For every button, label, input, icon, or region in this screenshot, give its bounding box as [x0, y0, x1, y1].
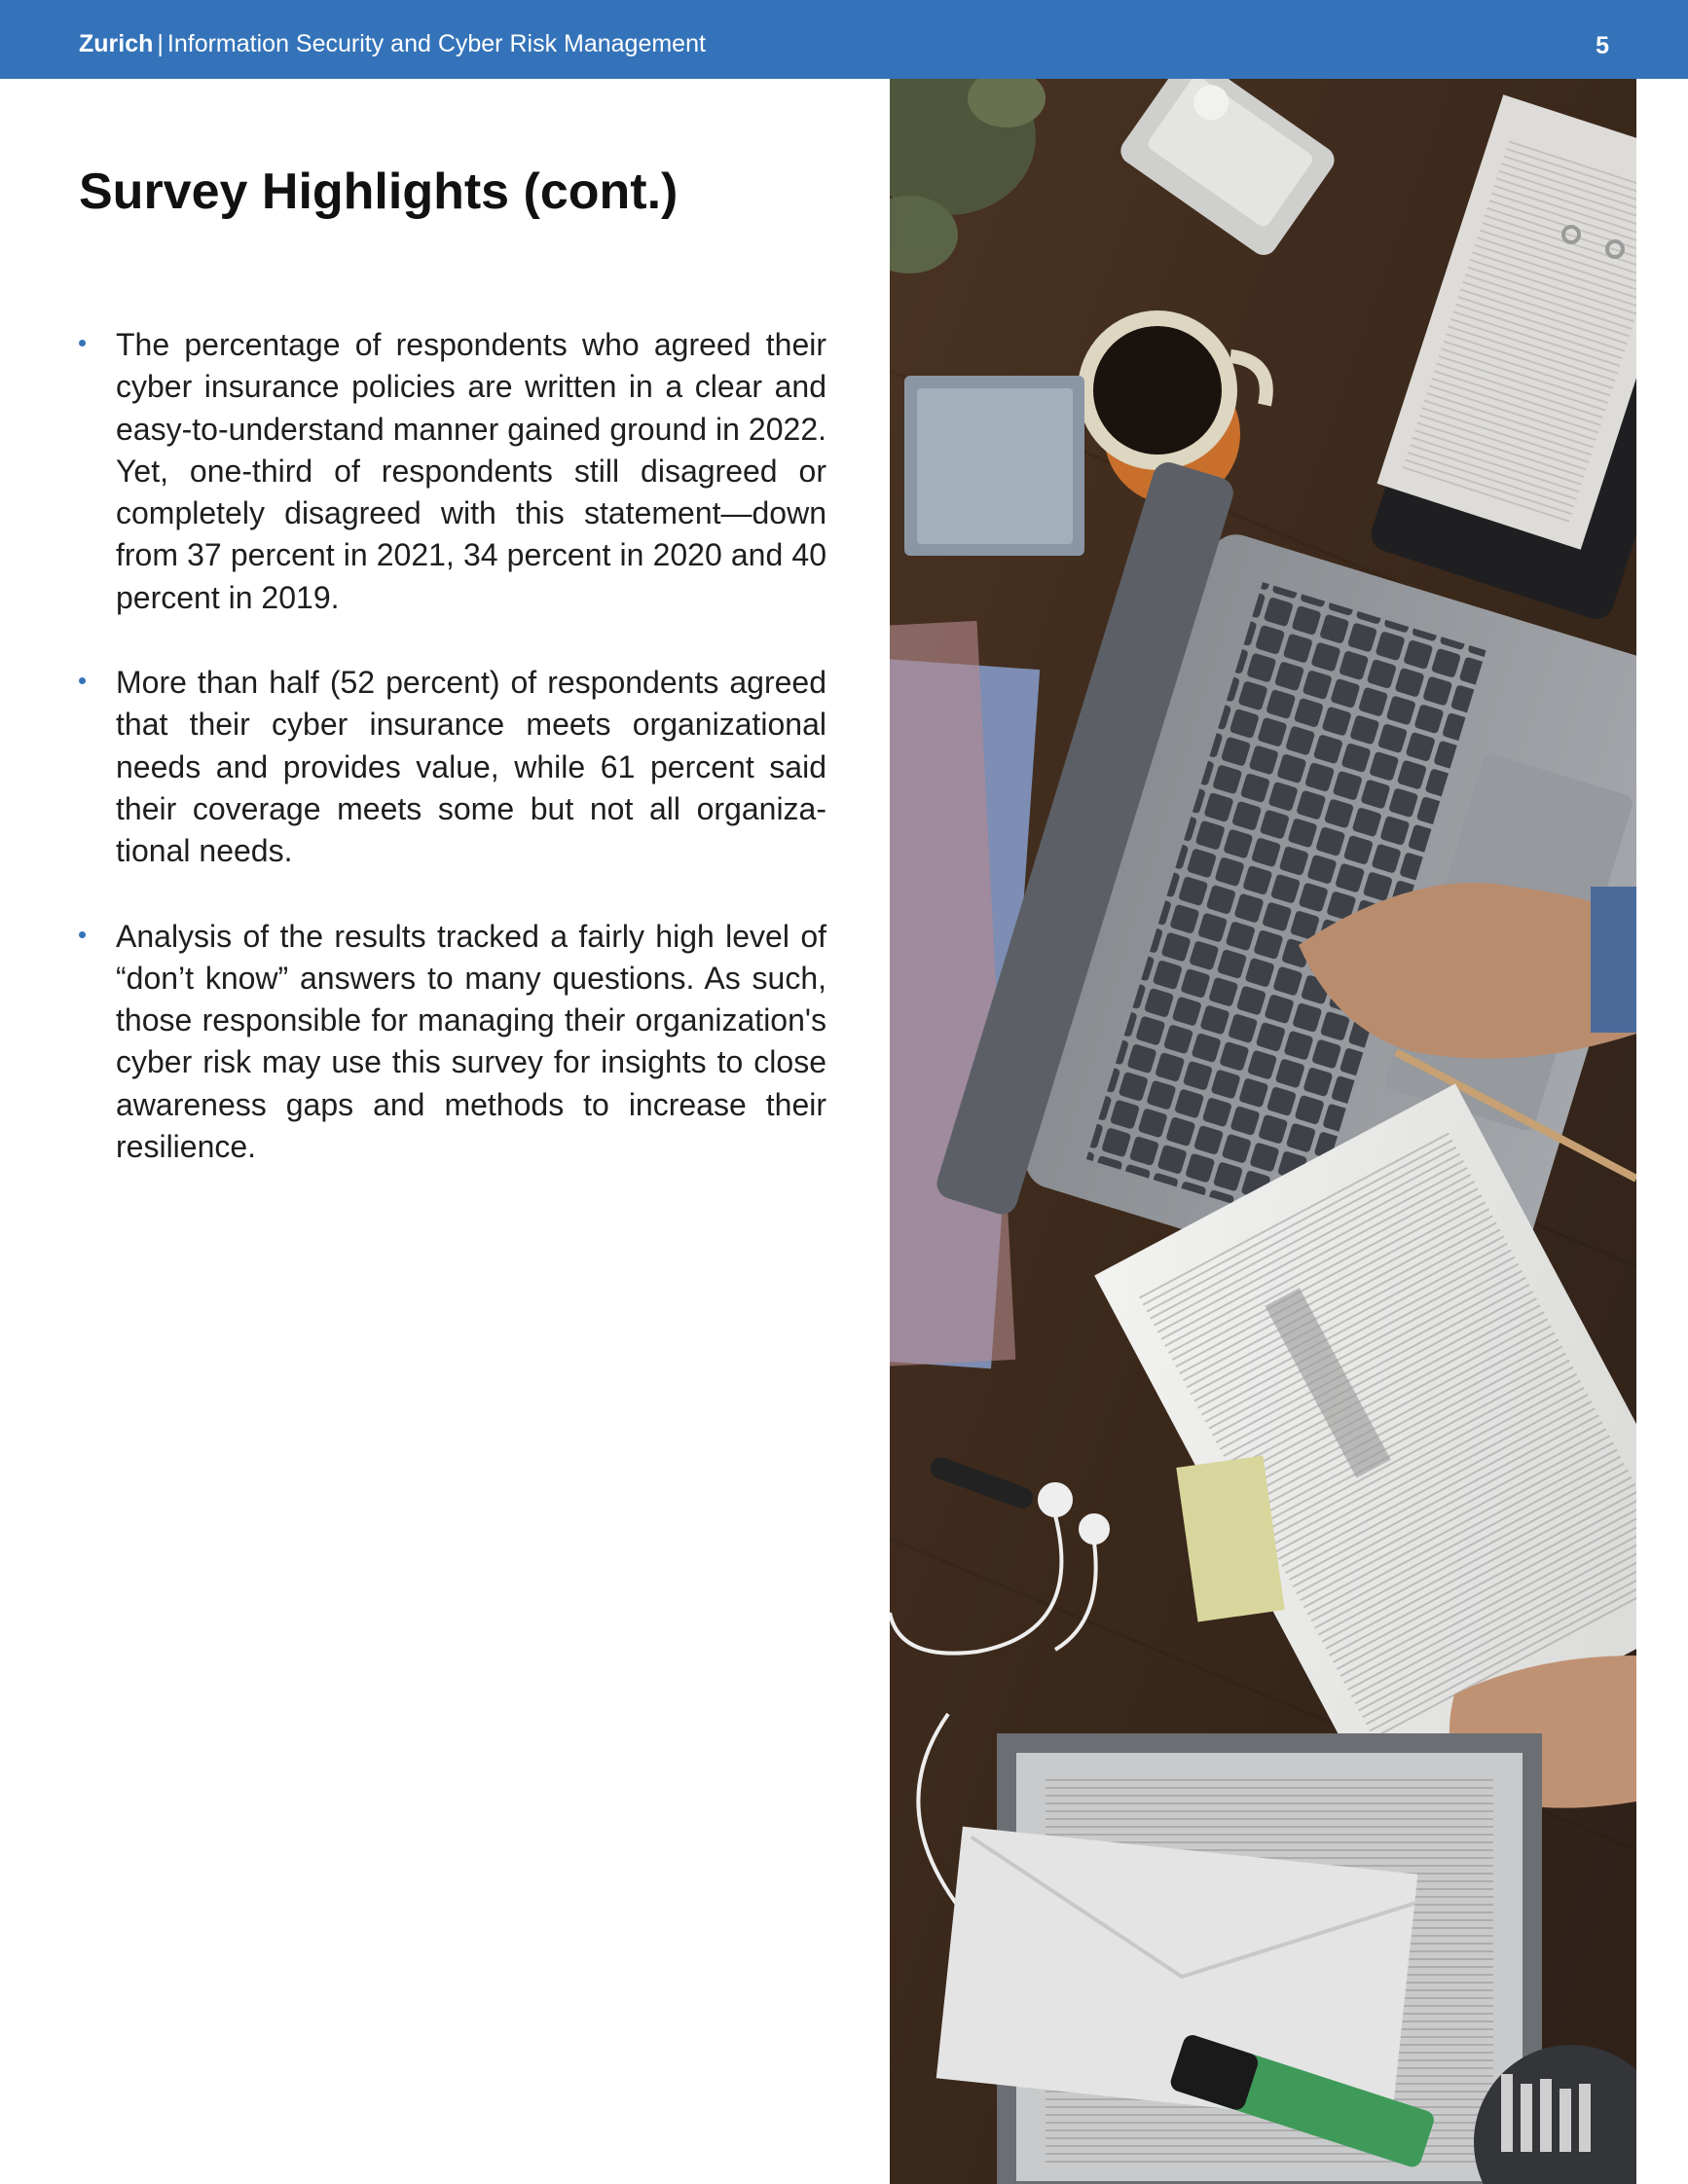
header-title [79, 26, 706, 61]
desk-photo-illustration [890, 79, 1636, 2184]
header-subtitle: Information Security and Cyber Risk Management [166, 30, 706, 57]
bullet-icon [79, 340, 86, 346]
bullet-text: Analysis of the results tracked a fairly high level of “don’t know” answers to many questions. As such, those responsible for managing their organization's cyber risk may use this survey for insights to close awareness gaps and methods to increase their resilience. [116, 918, 826, 1165]
header-separator: | [157, 30, 164, 57]
bullet-icon [79, 931, 86, 938]
list-item [79, 324, 826, 619]
brand-name: Zurich [79, 30, 154, 57]
bullet-text: More than half (52 percent) of respondents agreed that their cyber insurance meets organizational needs and provides value, while 61 percent said their coverage meets some but not all organizational needs. [116, 665, 826, 869]
list-item [79, 916, 826, 1169]
page-number: 5 [1596, 32, 1609, 59]
highlights-list [79, 324, 826, 1211]
list-item [79, 662, 826, 872]
page-title: Survey Highlights (cont.) [79, 164, 679, 220]
page-header [0, 0, 1688, 79]
bullet-icon [79, 677, 86, 684]
bullet-text: The percentage of respondents who agreed their cyber insurance policies are written in a clear and easy-to-understand manner gained ground in 2022. Yet, one-third of respondents still disagreed or completely disagreed with this statement—down from 37 percent in 2021, 34 percent in 2020 and 40 percent in 2019. [116, 327, 826, 615]
desk-photo [890, 79, 1636, 2184]
